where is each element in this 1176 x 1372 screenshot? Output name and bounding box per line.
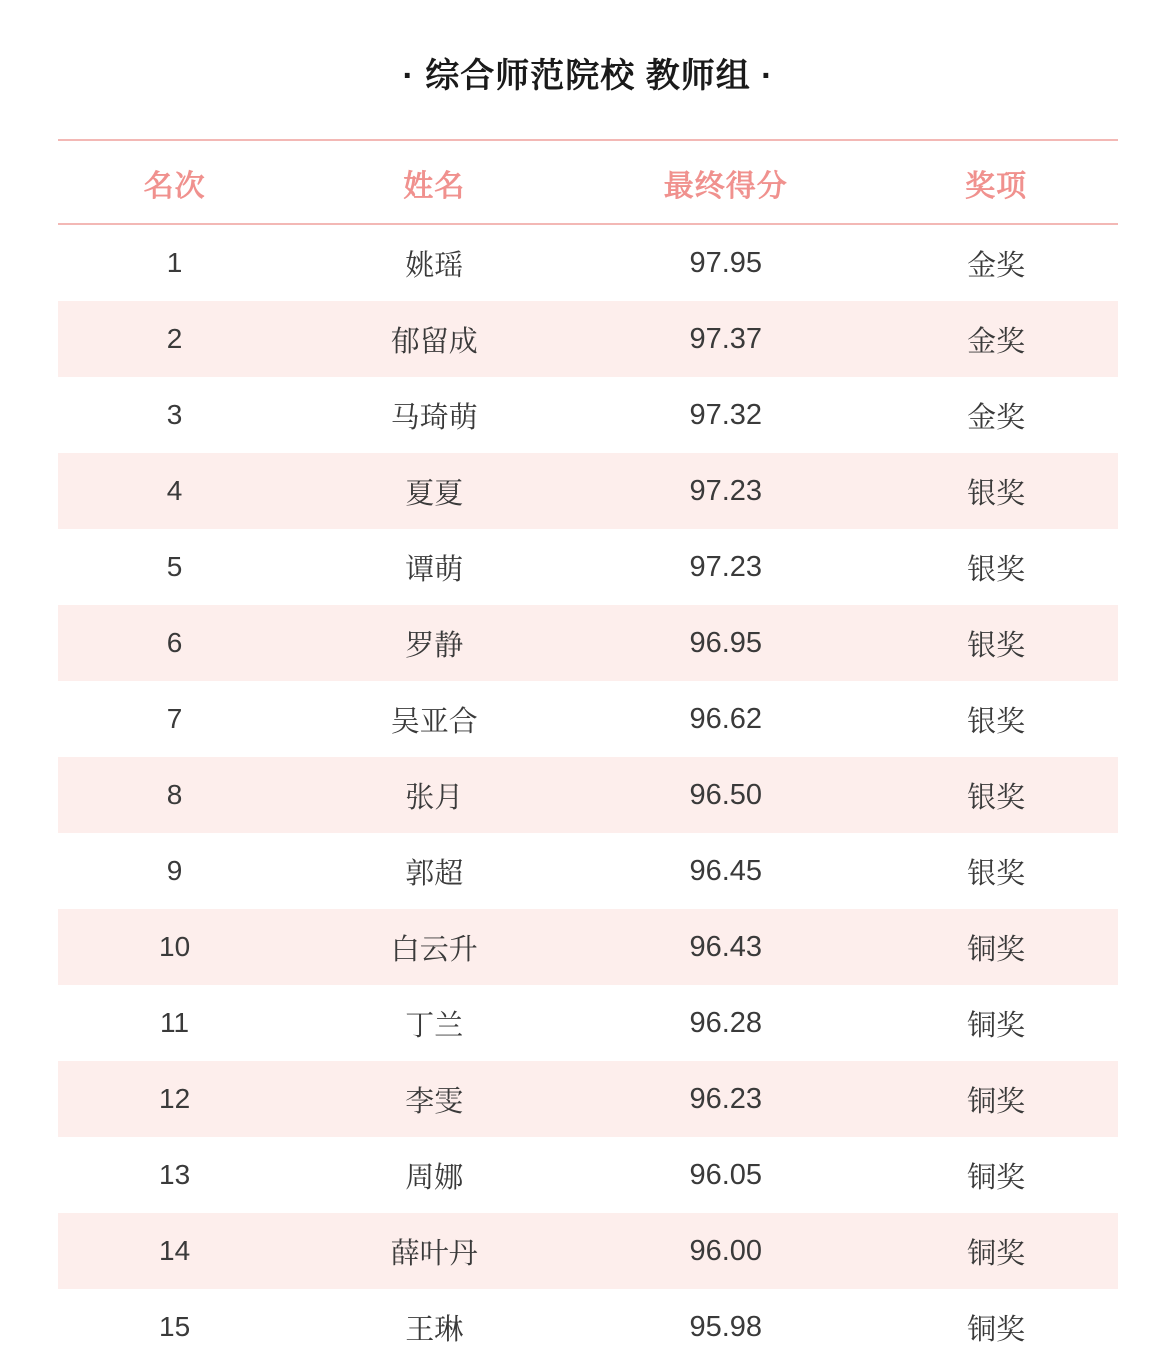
table-row	[58, 1213, 1118, 1289]
cell-award: 金奖	[967, 249, 1026, 282]
cell-score: 96.05	[689, 1158, 763, 1191]
cell-score: 96.43	[577, 909, 874, 985]
table-row	[58, 377, 1118, 453]
cell-rank: 9	[166, 855, 183, 886]
cell-name: 李雯	[291, 1061, 577, 1137]
cell-score: 97.37	[577, 301, 874, 377]
cell-award: 金奖	[967, 401, 1026, 434]
column-header-name: 姓名	[291, 140, 577, 224]
ranking-table	[58, 139, 1118, 1365]
cell-award: 银奖	[874, 453, 1118, 529]
cell-rank: 3	[166, 399, 183, 430]
column-header-score: 最终得分	[577, 140, 874, 224]
cell-rank: 6	[58, 605, 291, 681]
cell-award: 金奖	[874, 301, 1118, 377]
cell-score: 96.23	[577, 1061, 874, 1137]
cell-name: 张月	[291, 757, 577, 833]
cell-rank: 2	[58, 301, 291, 377]
cell-name: 薛叶丹	[291, 1213, 577, 1289]
cell-name: 周娜	[405, 1161, 464, 1194]
cell-rank: 10	[58, 909, 291, 985]
table-row	[58, 1061, 1118, 1137]
cell-score: 96.00	[577, 1213, 874, 1289]
cell-name: 吴亚合	[390, 705, 478, 738]
cell-rank: 8	[58, 757, 291, 833]
table-row	[58, 301, 1118, 377]
cell-score: 96.28	[689, 1006, 763, 1039]
table-row	[58, 605, 1118, 681]
cell-rank: 12	[58, 1061, 291, 1137]
cell-award: 银奖	[967, 705, 1026, 738]
cell-name: 罗静	[291, 605, 577, 681]
table-row	[58, 453, 1118, 529]
cell-rank: 11	[160, 1007, 190, 1038]
cell-name: 王琳	[405, 1313, 464, 1346]
cell-award: 铜奖	[874, 909, 1118, 985]
cell-score: 96.62	[689, 702, 763, 735]
cell-rank: 13	[159, 1159, 191, 1190]
cell-award: 银奖	[967, 553, 1026, 586]
cell-rank: 14	[58, 1213, 291, 1289]
page-title: · 综合师范院校 教师组 ·	[402, 57, 774, 95]
table-header-row	[58, 140, 1118, 224]
cell-rank: 5	[166, 551, 183, 582]
cell-rank: 1	[166, 247, 183, 278]
cell-score: 97.23	[577, 453, 874, 529]
cell-award: 铜奖	[874, 1213, 1118, 1289]
column-header-rank: 名次	[58, 140, 291, 224]
table-row	[58, 757, 1118, 833]
cell-rank: 15	[159, 1311, 191, 1342]
ranking-table-wrapper	[58, 107, 1118, 1365]
table-row	[58, 1137, 1118, 1213]
cell-score: 97.23	[689, 550, 763, 583]
table-header	[58, 140, 1118, 224]
table-row	[58, 224, 1118, 301]
cell-score: 96.45	[689, 854, 763, 887]
cell-rank: 7	[166, 703, 183, 734]
cell-award: 铜奖	[967, 1009, 1026, 1042]
cell-award: 银奖	[874, 605, 1118, 681]
cell-score: 97.95	[689, 246, 763, 279]
cell-award: 铜奖	[967, 1161, 1026, 1194]
cell-score: 95.98	[689, 1310, 763, 1343]
cell-award: 银奖	[874, 757, 1118, 833]
cell-name: 丁兰	[405, 1009, 464, 1042]
cell-name: 姚瑶	[405, 249, 464, 282]
cell-name: 谭萌	[405, 553, 464, 586]
cell-rank: 4	[58, 453, 291, 529]
cell-name: 白云升	[291, 909, 577, 985]
cell-score: 96.95	[577, 605, 874, 681]
table-row	[58, 909, 1118, 985]
table-row	[58, 1289, 1118, 1365]
table-row	[58, 681, 1118, 757]
table-row	[58, 529, 1118, 605]
cell-name: 马琦萌	[390, 401, 478, 434]
cell-score: 96.50	[577, 757, 874, 833]
cell-award: 铜奖	[874, 1061, 1118, 1137]
cell-name: 夏夏	[291, 453, 577, 529]
table-row	[58, 985, 1118, 1061]
cell-name: 郁留成	[291, 301, 577, 377]
cell-name: 郭超	[405, 857, 464, 890]
table-row	[58, 833, 1118, 909]
cell-award: 银奖	[967, 857, 1026, 890]
cell-award: 铜奖	[967, 1313, 1026, 1346]
cell-score: 97.32	[689, 398, 763, 431]
column-header-award: 奖项	[874, 140, 1118, 224]
table-body	[58, 224, 1118, 1365]
